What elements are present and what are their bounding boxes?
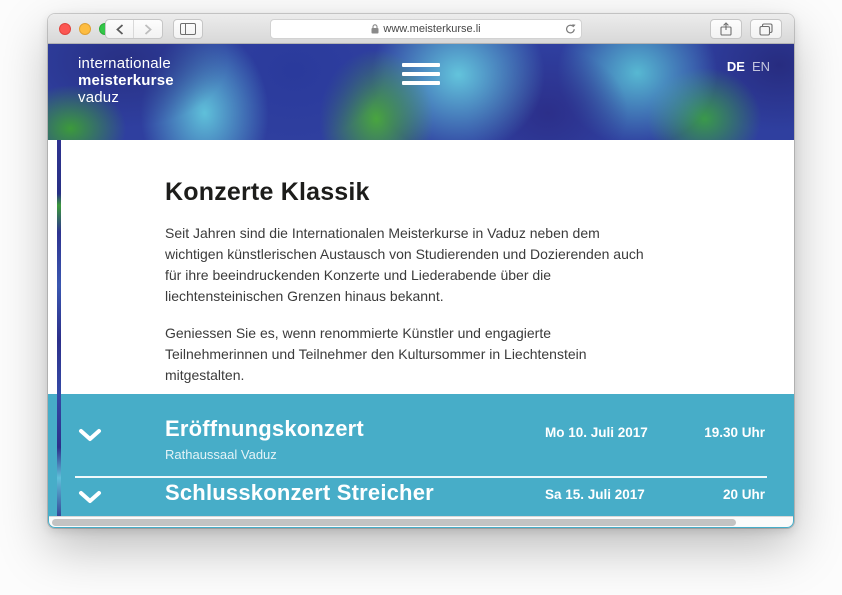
page-title: Konzerte Klassik [165,178,370,206]
background-artwork-strip [57,140,61,524]
expand-row-button[interactable] [78,428,102,442]
concert-venue: Rathaussaal Vaduz [165,447,277,462]
lock-icon [371,24,379,34]
main-content [48,140,794,394]
show-tabs-button[interactable] [750,19,782,39]
sidebar-icon [180,23,196,35]
concert-title[interactable]: Eröffnungskonzert [165,416,364,441]
logo-line-1: internationale [78,55,171,72]
concert-date: Mo 10. Juli 2017 [545,425,648,440]
sidebar-toggle-button[interactable] [173,19,203,39]
chevron-right-icon [144,24,152,35]
concert-date: Sa 15. Juli 2017 [545,487,645,502]
intro-paragraph-1: Seit Jahren sind die Internationalen Meisterkurse in Vaduz neben dem wichtigen künstlerischen Austausch von Studierenden und Dozierenden auch für ihre beeindruckenden Konzerte und Liederabende über die liechtensteinischen Grenzen hinaus bekannt. [165,225,644,304]
window-controls [59,23,111,35]
minimize-window-button[interactable] [79,23,91,35]
tabs-icon [759,23,773,36]
url-text: www.meisterkurse.li [383,23,481,35]
logo-line-2: meisterkurse [78,72,174,89]
refresh-button[interactable] [565,23,576,35]
intro-paragraph-2: Geniessen Sie es, wenn renommierte Künstler und engagierte Teilnehmerinnen und Teilnehmer den Kultursommer in Liechtenstein mitgestalten. [165,325,587,383]
share-button[interactable] [710,19,742,39]
horizontal-scrollbar[interactable] [49,516,793,527]
concert-time: 20 Uhr [722,487,765,502]
site-header [48,44,794,140]
menu-button[interactable] [402,63,440,90]
history-nav-group [105,19,163,39]
hamburger-icon [402,63,440,67]
expand-row-button[interactable] [78,490,102,504]
browser-window [48,14,794,528]
concert-time: 19.30 Uhr [704,425,765,440]
forward-button[interactable] [134,20,162,38]
chevron-left-icon [116,24,124,35]
lang-en[interactable]: EN [751,59,770,74]
browser-titlebar [48,14,794,44]
logo-line-3: vaduz [78,89,120,106]
lang-de[interactable]: DE [726,59,745,74]
row-divider [75,476,767,478]
address-bar[interactable] [270,19,582,39]
concert-title[interactable]: Schlusskonzert Streicher [165,480,434,505]
share-icon [720,22,732,36]
concert-list [48,394,794,528]
scrollbar-thumb[interactable] [52,519,736,526]
chevron-down-icon [78,490,102,504]
language-switcher [727,59,770,74]
chevron-down-icon [78,428,102,442]
back-button[interactable] [106,20,134,38]
refresh-icon [565,23,576,35]
close-window-button[interactable] [59,23,71,35]
site-logo[interactable] [78,55,174,106]
